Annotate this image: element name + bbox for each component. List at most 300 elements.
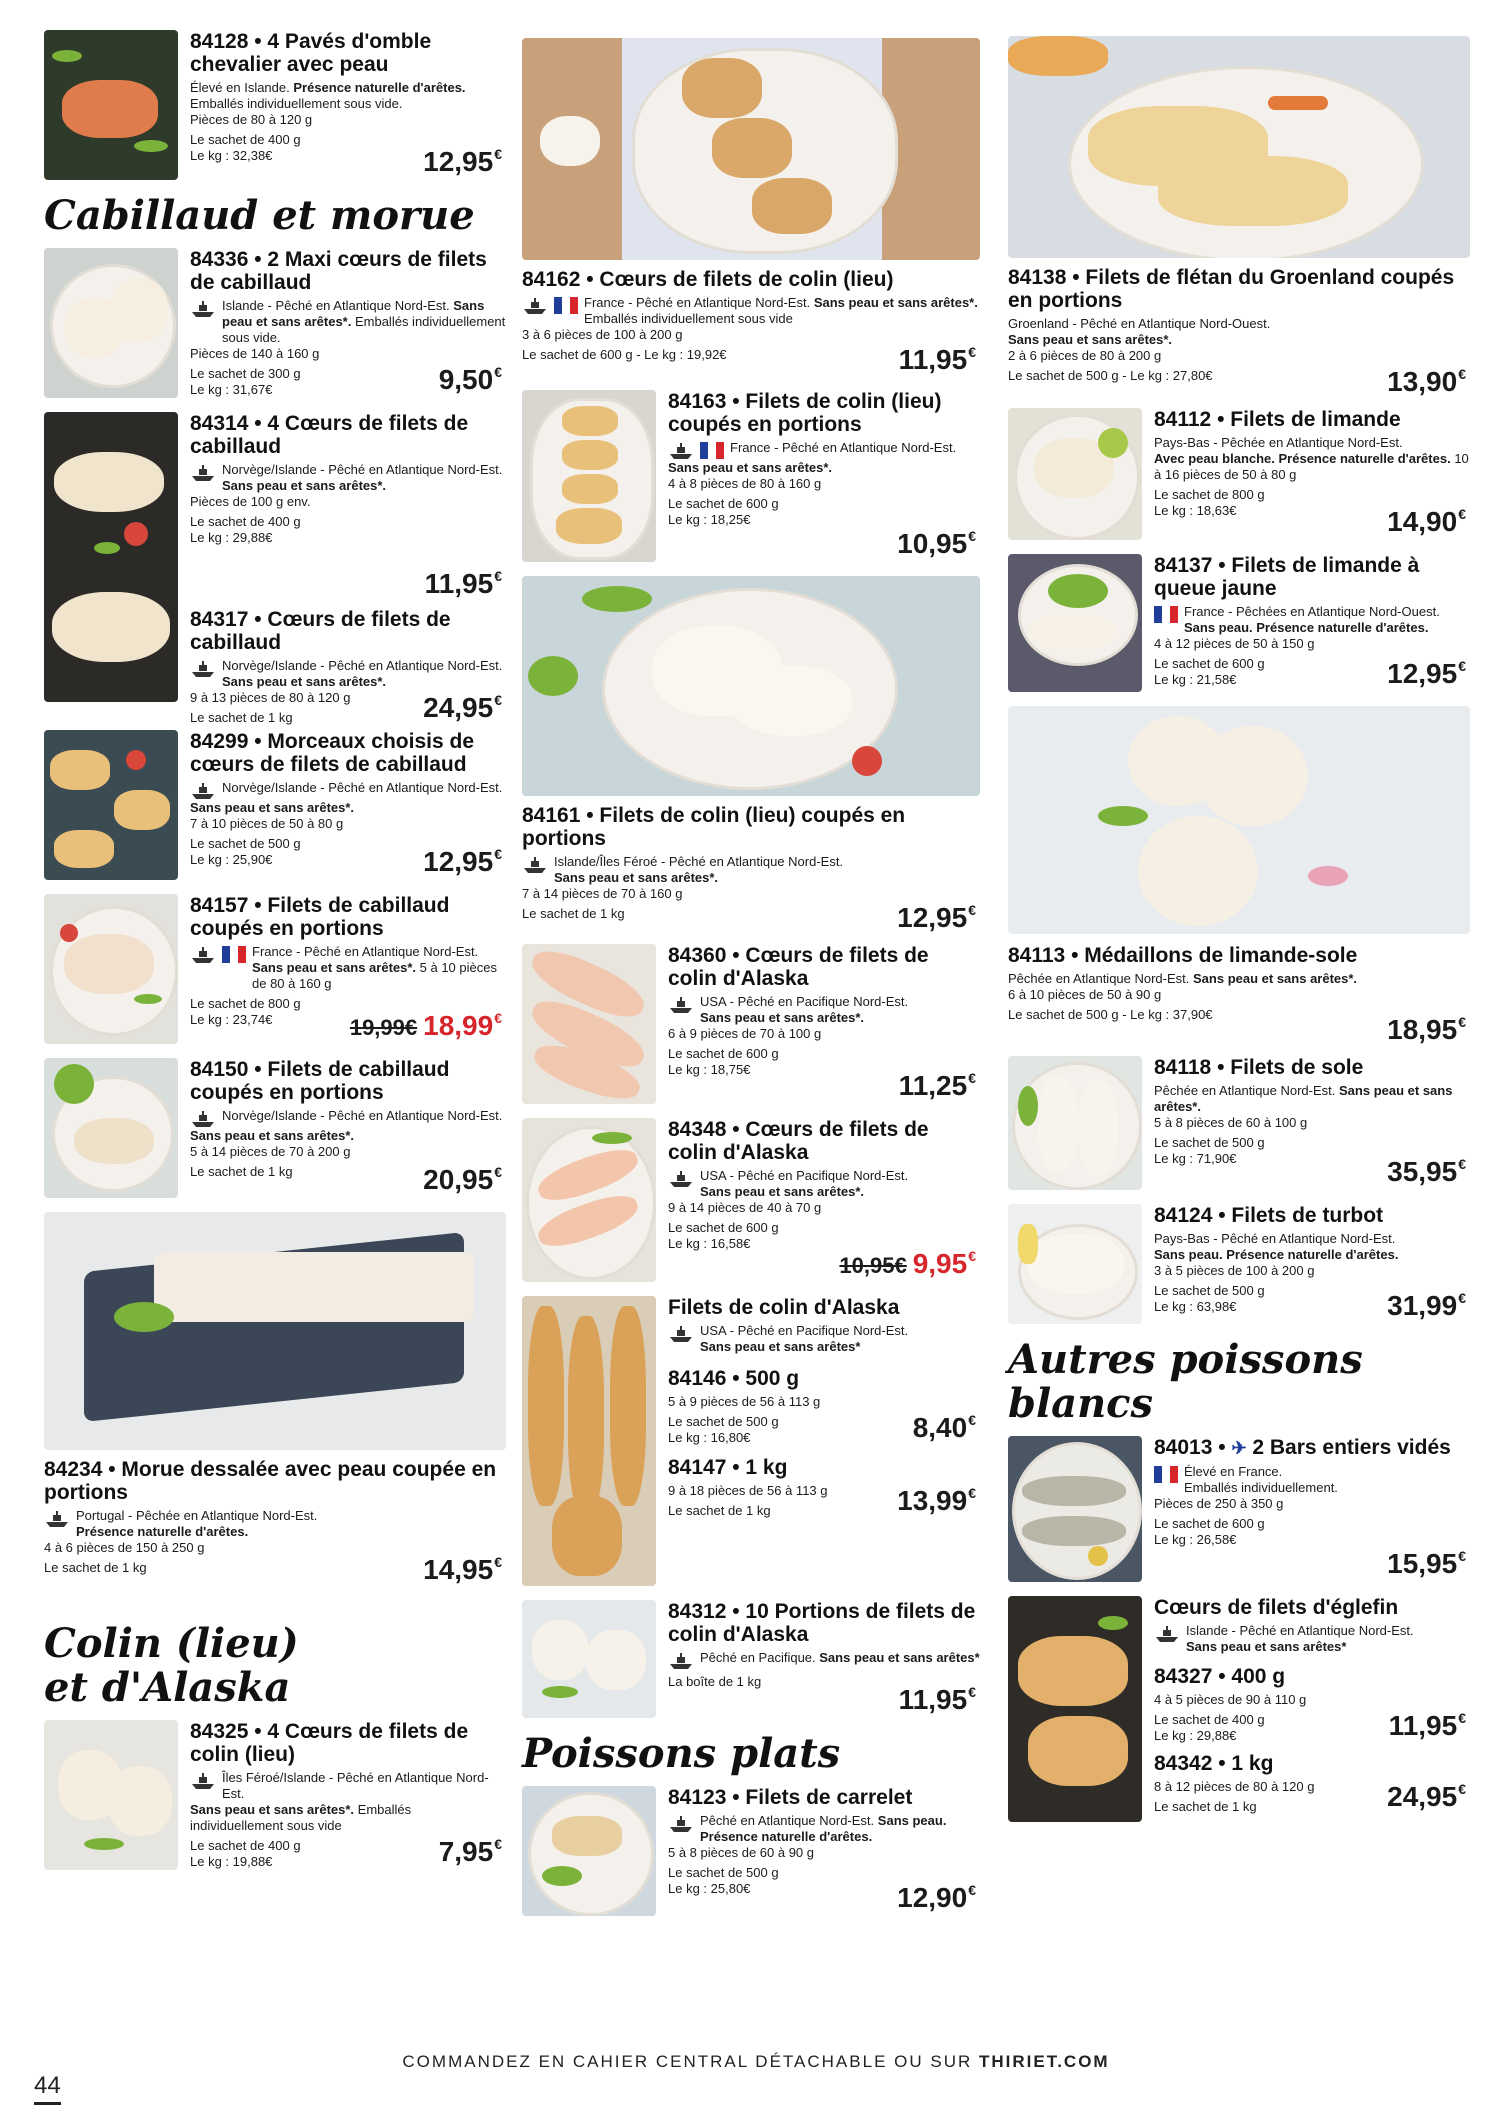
product-photo [44, 730, 178, 880]
product-title: 84138 • Filets de flétan du Groenland coupés en portions [1008, 266, 1455, 312]
product-info [44, 1458, 506, 1608]
origin-text: Îles Féroé/Islande - Pêché en Atlantique Nord-Est. [222, 1770, 489, 1801]
pieces-text: 5 à 8 pièces de 60 à 90 g [668, 1845, 815, 1860]
product-info [522, 268, 980, 378]
product-code: 84013 • [1154, 1436, 1226, 1459]
origin-row [190, 1770, 506, 1802]
variant-84327[interactable] [1154, 1665, 1470, 1744]
product-84157[interactable] [44, 894, 506, 1044]
product-photo [44, 1720, 178, 1870]
product-info [1154, 1204, 1470, 1324]
price-per-kg: Le kg : 26,58€ [1154, 1532, 1237, 1547]
product-info [1154, 408, 1470, 540]
bag-size: Le sachet de 600 g [668, 1046, 779, 1061]
price: 12,90€ [897, 1882, 976, 1913]
price: 12,95€ [897, 902, 976, 933]
feature-text: Sans peau et sans arêtes*. [1193, 971, 1358, 986]
product-photo [522, 390, 656, 562]
price: 9,50€ [438, 364, 502, 395]
product-info [190, 894, 506, 1044]
variant-title: 84147 • 1 kg [668, 1456, 788, 1479]
boat-icon [668, 442, 694, 460]
product-photo [522, 944, 656, 1104]
product-photo [44, 30, 178, 180]
product-title: 84162 • Cœurs de filets de colin (lieu) [522, 268, 894, 291]
origin-row [44, 1508, 506, 1540]
origin-text: USA - Pêché en Pacifique Nord-Est. [700, 1168, 909, 1183]
origin-text: Pêché en Pacifique. [700, 1650, 816, 1665]
price: 10,95€ 9,95€ [839, 1248, 976, 1279]
origin-text: Norvège/Islande - Pêché en Atlantique Nord-Est. [222, 462, 503, 477]
price: 7,95€ [438, 1836, 502, 1867]
product-84118[interactable] [1008, 1056, 1470, 1190]
product-84137[interactable] [1008, 554, 1470, 692]
origin-row [668, 1650, 980, 1670]
product-title: Filets de colin d'Alaska [668, 1296, 900, 1319]
product-title [1154, 1436, 1470, 1460]
price-per-kg: Le kg : 18,25€ [668, 512, 751, 527]
page-number: 44 [34, 2072, 61, 2105]
price: 11,25€ [898, 1070, 976, 1101]
variant-84147[interactable] [668, 1456, 980, 1519]
product-photo [1008, 1056, 1142, 1190]
footer-website-link[interactable]: THIRIET.COM [978, 2052, 1110, 2071]
feature-text: Présence naturelle d'arêtes. [76, 1524, 249, 1539]
origin-text: Pêchée en Atlantique Nord-Est. [1154, 1083, 1336, 1098]
product-info [190, 1720, 506, 1870]
packaging-text: Emballés individuellement sous vide. [190, 96, 403, 111]
product-title: 84314 • 4 Cœurs de filets de cabillaud [190, 412, 469, 458]
product-title: 84360 • Cœurs de filets de colin d'Alaska [668, 944, 929, 990]
product-title: 84137 • Filets de limande à queue jaune [1154, 554, 1420, 600]
origin-text: Pêché en Atlantique Nord-Est. [700, 1813, 875, 1828]
origin-text: France - Pêché en Atlantique Nord-Est. [730, 440, 957, 455]
product-84128[interactable] [44, 30, 506, 180]
origin-text: Pays-Bas - Pêché en Atlantique Nord-Est. [1154, 1231, 1396, 1246]
pieces-text: 5 à 14 pièces de 70 à 200 g [190, 1144, 351, 1159]
feature-text: Sans peau et sans arêtes*. [1008, 332, 1173, 347]
origin-text: USA - Pêché en Pacifique Nord-Est. [700, 1323, 909, 1338]
bag-size: Le sachet de 600 g [1154, 656, 1265, 671]
section-title-autres: Autres poissons blancs [1008, 1336, 1363, 1427]
product-photo [44, 412, 178, 702]
feature-text: Sans peau. Présence naturelle d'arêtes. [1184, 620, 1429, 635]
origin-text: Norvège/Islande - Pêché en Atlantique Nord-Est. [222, 1108, 503, 1123]
product-info [668, 1296, 980, 1586]
pieces-text: 9 à 13 pièces de 80 à 120 g [190, 690, 351, 705]
column-right [1008, 36, 1470, 1836]
column-middle [522, 38, 980, 1930]
boat-icon [668, 1652, 694, 1670]
france-flag-icon [554, 297, 578, 314]
pieces-text: Pièces de 250 à 350 g [1154, 1496, 1284, 1511]
boat-icon [44, 1510, 70, 1528]
feature-text: Sans peau et sans arêtes*. [554, 870, 719, 885]
pieces-text: 5 à 10 pièces de 80 à 160 g [252, 960, 497, 991]
bag-size: Le sachet de 500 g [190, 836, 301, 851]
product-84314[interactable] [44, 412, 506, 726]
product-title: 84112 • Filets de limande [1154, 408, 1401, 431]
boat-icon [190, 1110, 216, 1128]
price-per-kg: Le kg : 29,88€ [1154, 1728, 1237, 1743]
feature-text: Présence naturelle d'arêtes. [293, 80, 466, 95]
product-84124[interactable] [1008, 1204, 1470, 1324]
price: 20,95€ [423, 1164, 502, 1195]
product-84336[interactable] [44, 248, 506, 398]
boat-icon [190, 300, 216, 318]
product-84234[interactable] [44, 1212, 506, 1608]
bag-size: La boîte de 1 kg [668, 1674, 762, 1689]
origin-row [190, 780, 506, 800]
product-photo [1008, 554, 1142, 692]
bag-size: Le sachet de 600 g - Le kg : 19,92€ [522, 347, 727, 362]
price-per-kg: Le kg : 18,63€ [1154, 503, 1237, 518]
product-desc [190, 80, 506, 112]
origin-row [522, 295, 980, 327]
bag-size: Le sachet de 1 kg [1154, 1799, 1257, 1814]
feature-text: Sans peau et sans arêtes*. [222, 674, 387, 689]
bag-size: Le sachet de 1 kg [190, 710, 293, 725]
boat-icon [522, 856, 548, 874]
section-title-cabillaud: Cabillaud et morue [44, 192, 475, 239]
product-photo [1008, 706, 1470, 934]
bag-size: Le sachet de 800 g [190, 996, 301, 1011]
product-84013[interactable] [1008, 1436, 1470, 1582]
origin-text: France - Pêché en Atlantique Nord-Est. [584, 295, 811, 310]
product-84163[interactable] [522, 390, 980, 562]
price: 35,95€ [1387, 1156, 1466, 1187]
feature-text: Sans peau et sans arêtes*. [813, 295, 978, 310]
product-group-eglefin[interactable] [1008, 1596, 1470, 1822]
france-map-icon: ✈ [1231, 1438, 1247, 1458]
origin-text: Portugal - Pêchée en Atlantique Nord-Est. [76, 1508, 318, 1523]
pieces-text: 7 à 14 pièces de 70 à 160 g [522, 886, 683, 901]
feature-text: Sans peau et sans arêtes*. [222, 478, 387, 493]
feature-text: Sans peau et sans arêtes* [819, 1650, 980, 1665]
france-flag-icon [700, 442, 724, 459]
origin-text: Norvège/Islande - Pêché en Atlantique Nord-Est. [222, 658, 503, 673]
origin-text: Islande - Pêché en Atlantique Nord-Est. [222, 298, 450, 313]
variant-title: 84327 • 400 g [1154, 1665, 1286, 1688]
pieces-text: 5 à 8 pièces de 60 à 100 g [1154, 1115, 1308, 1130]
origin-text: Élevé en France. [1184, 1464, 1283, 1479]
product-info [522, 804, 980, 934]
origin-row [668, 1168, 980, 1200]
product-title: 84157 • Filets de cabillaud coupés en portions [190, 894, 450, 940]
bag-size: Le sachet de 400 g [1154, 1712, 1265, 1727]
price-per-kg: Le kg : 21,58€ [1154, 672, 1237, 687]
pieces-text: Pièces de 80 à 120 g [190, 112, 313, 127]
price: 13,90€ [1387, 366, 1466, 397]
product-info [1154, 1596, 1470, 1822]
origin-row [1154, 1464, 1470, 1496]
product-photo [522, 38, 980, 260]
old-price: 10,95€ [839, 1253, 907, 1278]
bag-size: Le sachet de 500 g - Le kg : 37,90€ [1008, 1007, 1213, 1022]
origin-text: Pêchée en Atlantique Nord-Est. [1008, 971, 1190, 986]
product-info [190, 730, 506, 880]
france-flag-icon [1154, 1466, 1178, 1483]
feature-text: Sans peau et sans arêtes*. [190, 1128, 355, 1143]
price-per-kg: Le kg : 29,88€ [190, 530, 273, 545]
product-84112[interactable] [1008, 408, 1470, 540]
origin-text: Élevé en Islande. [190, 80, 294, 95]
price: 24,95€ [1387, 1781, 1466, 1812]
price: 14,95€ [423, 1554, 502, 1585]
feature-text: Avec peau blanche. Présence naturelle d'arêtes. [1154, 451, 1451, 466]
variant-84146[interactable] [668, 1367, 980, 1446]
bag-size: Le sachet de 500 g [1154, 1135, 1265, 1150]
product-title: 84336 • 2 Maxi cœurs de filets de cabillaud [190, 248, 487, 294]
product-info [668, 944, 980, 1104]
origin-row [522, 854, 980, 886]
price-per-kg: Le kg : 16,58€ [668, 1236, 751, 1251]
pieces-text: 9 à 14 pièces de 40 à 70 g [668, 1200, 822, 1215]
boat-icon [1154, 1625, 1180, 1643]
product-title: 84299 • Morceaux choisis de cœurs de filets de cabillaud [190, 730, 474, 776]
old-price: 19,99€ [349, 1015, 418, 1040]
packaging-text: Emballés individuellement. [1184, 1480, 1338, 1495]
product-title: 84234 • Morue dessalée avec peau coupée en portions [44, 1458, 497, 1504]
pieces-text: 4 à 5 pièces de 90 à 110 g [1154, 1692, 1307, 1707]
product-info [1154, 554, 1470, 692]
product-title: 84118 • Filets de sole [1154, 1056, 1364, 1079]
bag-size: Le sachet de 600 g [668, 1220, 779, 1235]
origin-row [190, 462, 506, 494]
origin-row [1154, 1623, 1470, 1655]
product-photo [522, 576, 980, 796]
product-title: 84312 • 10 Portions de filets de colin d'Alaska [668, 1600, 976, 1646]
feature-text: Sans peau et sans arêtes*. [1154, 1083, 1453, 1114]
product-title: 84325 • 4 Cœurs de filets de colin (lieu) [190, 1720, 469, 1766]
product-84123[interactable] [522, 1786, 980, 1916]
feature-text: Sans peau. Présence naturelle d'arêtes. [1154, 1247, 1399, 1262]
boat-icon [668, 1170, 694, 1188]
pieces-text: 6 à 10 pièces de 50 à 90 g [1008, 987, 1162, 1002]
price-per-kg: Le kg : 19,88€ [190, 1854, 273, 1869]
variant-title: 84342 • 1 kg [1154, 1752, 1274, 1775]
feature-text: Sans peau et sans arêtes*. [668, 460, 833, 475]
origin-text: Groenland - Pêché en Atlantique Nord-Ouest. [1008, 316, 1271, 331]
product-photo [1008, 1436, 1142, 1582]
product-photo [522, 1296, 656, 1586]
price: 18,95€ [1387, 1014, 1466, 1045]
origin-row [668, 1323, 980, 1355]
product-84360[interactable] [522, 944, 980, 1104]
bag-size: Le sachet de 400 g [190, 1838, 301, 1853]
origin-row [190, 298, 506, 346]
price-84317: 24,95€ [423, 692, 502, 723]
origin-row [190, 658, 506, 690]
bag-size: Le sachet de 600 g [668, 496, 779, 511]
price-per-kg: Le kg : 63,98€ [1154, 1299, 1237, 1314]
product-photo [44, 1058, 178, 1198]
origin-row [668, 1813, 980, 1845]
product-info [668, 1118, 980, 1282]
packaging-text: Emballés individuellement sous vide. [222, 314, 506, 345]
price-per-kg: Le kg : 71,90€ [1154, 1151, 1237, 1166]
price-per-kg: Le kg : 32,38€ [190, 148, 273, 163]
feature-text: Sans peau et sans arêtes*. [252, 960, 417, 975]
boat-icon [190, 464, 216, 482]
price: 8,40€ [912, 1412, 976, 1443]
product-title: 84161 • Filets de colin (lieu) coupés en portions [522, 804, 906, 850]
origin-row [1154, 604, 1470, 636]
product-photo [1008, 36, 1470, 258]
pieces-text: 5 à 9 pièces de 56 à 113 g [668, 1394, 821, 1409]
pieces-text: 3 à 5 pièces de 100 à 200 g [1154, 1263, 1315, 1278]
feature-text: Sans peau et sans arêtes* [700, 1339, 861, 1354]
product-photo [522, 1600, 656, 1718]
pieces-text: 4 à 6 pièces de 150 à 250 g [44, 1540, 205, 1555]
price: 11,95€ [1388, 1710, 1466, 1741]
variant-84342[interactable] [1154, 1752, 1470, 1815]
product-info [190, 248, 506, 398]
boat-icon [522, 297, 548, 315]
feature-text: Sans peau et sans arêtes*. [700, 1010, 865, 1025]
product-title: 84113 • Médaillons de limande-sole [1008, 944, 1358, 967]
product-photo [522, 1118, 656, 1282]
price: 12,95€ [423, 846, 502, 877]
price: 13,99€ [897, 1485, 976, 1516]
column-left [44, 30, 506, 1884]
product-info [190, 412, 506, 726]
product-group-alaska-fillets[interactable] [522, 1296, 980, 1586]
france-flag-icon [222, 946, 246, 963]
product-84348[interactable] [522, 1118, 980, 1282]
feature-text: Sans peau et sans arêtes*. [190, 1802, 355, 1817]
feature-text: Sans peau. Présence naturelle d'arêtes. [700, 1813, 947, 1844]
boat-icon [668, 1815, 694, 1833]
boat-icon [190, 946, 216, 964]
packaging-text: Emballés individuellement sous vide [190, 1802, 412, 1833]
product-84299[interactable] [44, 730, 506, 880]
boat-icon [190, 1772, 216, 1790]
pieces-text: 4 à 8 pièces de 80 à 160 g [668, 476, 822, 491]
origin-text: France - Pêchées en Atlantique Nord-Ouest. [1184, 604, 1440, 619]
section-title-colin: Colin (lieu) et d'Alaska [44, 1620, 299, 1711]
price: 31,99€ [1387, 1290, 1466, 1321]
product-info [668, 390, 980, 562]
origin-row [668, 994, 980, 1026]
price: 15,95€ [1387, 1548, 1466, 1579]
pieces-text: 9 à 18 pièces de 56 à 113 g [668, 1483, 828, 1498]
origin-text: France - Pêché en Atlantique Nord-Est. [252, 944, 479, 959]
price: 12,95€ [423, 146, 502, 177]
bag-size: Le sachet de 400 g [190, 514, 301, 529]
bag-size: Le sachet de 1 kg [190, 1164, 293, 1179]
pieces-text: Pièces de 140 à 160 g [190, 346, 320, 361]
product-title-84317: 84317 • Cœurs de filets de cabillaud [190, 608, 451, 654]
feature-text: Sans peau et sans arêtes*. [700, 1184, 865, 1199]
bag-size: Le sachet de 1 kg [44, 1560, 147, 1575]
product-title: 84123 • Filets de carrelet [668, 1786, 913, 1809]
price-per-kg: Le kg : 16,80€ [668, 1430, 751, 1445]
boat-icon [190, 782, 216, 800]
product-photo [1008, 408, 1142, 540]
footer-banner [0, 2052, 1512, 2086]
origin-text: USA - Pêché en Pacifique Nord-Est. [700, 994, 909, 1009]
product-84161[interactable] [522, 576, 980, 934]
bag-size: Le sachet de 500 g [668, 1414, 779, 1429]
product-info [1154, 1056, 1470, 1190]
product-info [668, 1786, 980, 1916]
variant-title: 84146 • 500 g [668, 1367, 800, 1390]
price: 11,95€ [898, 1684, 976, 1715]
product-info [668, 1600, 980, 1718]
france-flag-icon [1154, 606, 1178, 623]
product-title: Cœurs de filets d'églefin [1154, 1596, 1399, 1619]
pieces-text: 8 à 12 pièces de 80 à 120 g [1154, 1779, 1315, 1794]
origin-row [190, 1108, 506, 1128]
product-84325[interactable] [44, 1720, 506, 1870]
product-84150[interactable] [44, 1058, 506, 1198]
origin-row [668, 440, 980, 460]
pieces-text: Pièces de 100 g env. [190, 494, 311, 509]
product-name: 2 Bars entiers vidés [1252, 1436, 1451, 1459]
product-title: 84124 • Filets de turbot [1154, 1204, 1384, 1227]
price: 11,95€ [898, 344, 976, 375]
product-title: 84128 • 4 Pavés d'omble chevalier avec peau [190, 30, 432, 76]
feature-text: Sans peau et sans arêtes*. [190, 800, 355, 815]
product-84162[interactable] [522, 38, 980, 378]
product-84312[interactable] [522, 1600, 980, 1718]
price: 10,95€ [897, 528, 976, 559]
feature-text: Sans peau et sans arêtes*. [222, 298, 485, 329]
price: 19,99€ 18,99€ [349, 1010, 502, 1041]
product-info [1008, 944, 1470, 1046]
product-photo [522, 1786, 656, 1916]
product-photo [44, 1212, 506, 1450]
product-photo [44, 248, 178, 398]
origin-text: Norvège/Islande - Pêché en Atlantique Nord-Est. [222, 780, 503, 795]
bag-size: Le sachet de 800 g [1154, 487, 1265, 502]
product-info [1154, 1436, 1470, 1582]
product-info [190, 1058, 506, 1198]
boat-icon [668, 1325, 694, 1343]
bag-size: Le sachet de 500 g - Le kg : 27,80€ [1008, 368, 1213, 383]
price: 12,95€ [1387, 658, 1466, 689]
origin-text: Islande/Îles Féroé - Pêché en Atlantique Nord-Est. [554, 854, 844, 869]
boat-icon [668, 996, 694, 1014]
price-per-kg: Le kg : 31,67€ [190, 382, 273, 397]
section-title-plats: Poissons plats [522, 1730, 841, 1777]
price-per-kg: Le kg : 23,74€ [190, 1012, 273, 1027]
pieces-text: 4 à 12 pièces de 50 à 150 g [1154, 636, 1315, 651]
product-84113[interactable] [1008, 706, 1470, 1046]
product-title: 84163 • Filets de colin (lieu) coupés en portions [668, 390, 942, 436]
origin-text: Islande - Pêché en Atlantique Nord-Est. [1186, 1623, 1414, 1638]
product-title: 84348 • Cœurs de filets de colin d'Alaska [668, 1118, 929, 1164]
pieces-text: 10 à 16 pièces de 50 à 80 g [1154, 451, 1469, 482]
bag-size: Le sachet de 1 kg [522, 906, 625, 921]
bag-size: Le sachet de 1 kg [668, 1503, 771, 1518]
origin-text: Pays-Bas - Pêchée en Atlantique Nord-Est. [1154, 435, 1403, 450]
price: 14,90€ [1387, 506, 1466, 537]
footer-text: COMMANDEZ EN CAHIER CENTRAL DÉTACHABLE OU SUR [402, 2052, 979, 2071]
price-per-kg: Le kg : 25,90€ [190, 852, 273, 867]
bag-size: Le sachet de 400 g [190, 132, 301, 147]
product-photo [1008, 1596, 1142, 1822]
product-title: 84150 • Filets de cabillaud coupés en portions [190, 1058, 450, 1104]
pieces-text: 6 à 9 pièces de 70 à 100 g [668, 1026, 822, 1041]
origin-row [190, 944, 506, 992]
feature-text: Sans peau et sans arêtes* [1186, 1639, 1347, 1654]
product-info [190, 30, 506, 180]
bag-size: Le sachet de 600 g [1154, 1516, 1265, 1531]
product-84138[interactable] [1008, 36, 1470, 398]
product-info [1008, 266, 1470, 398]
